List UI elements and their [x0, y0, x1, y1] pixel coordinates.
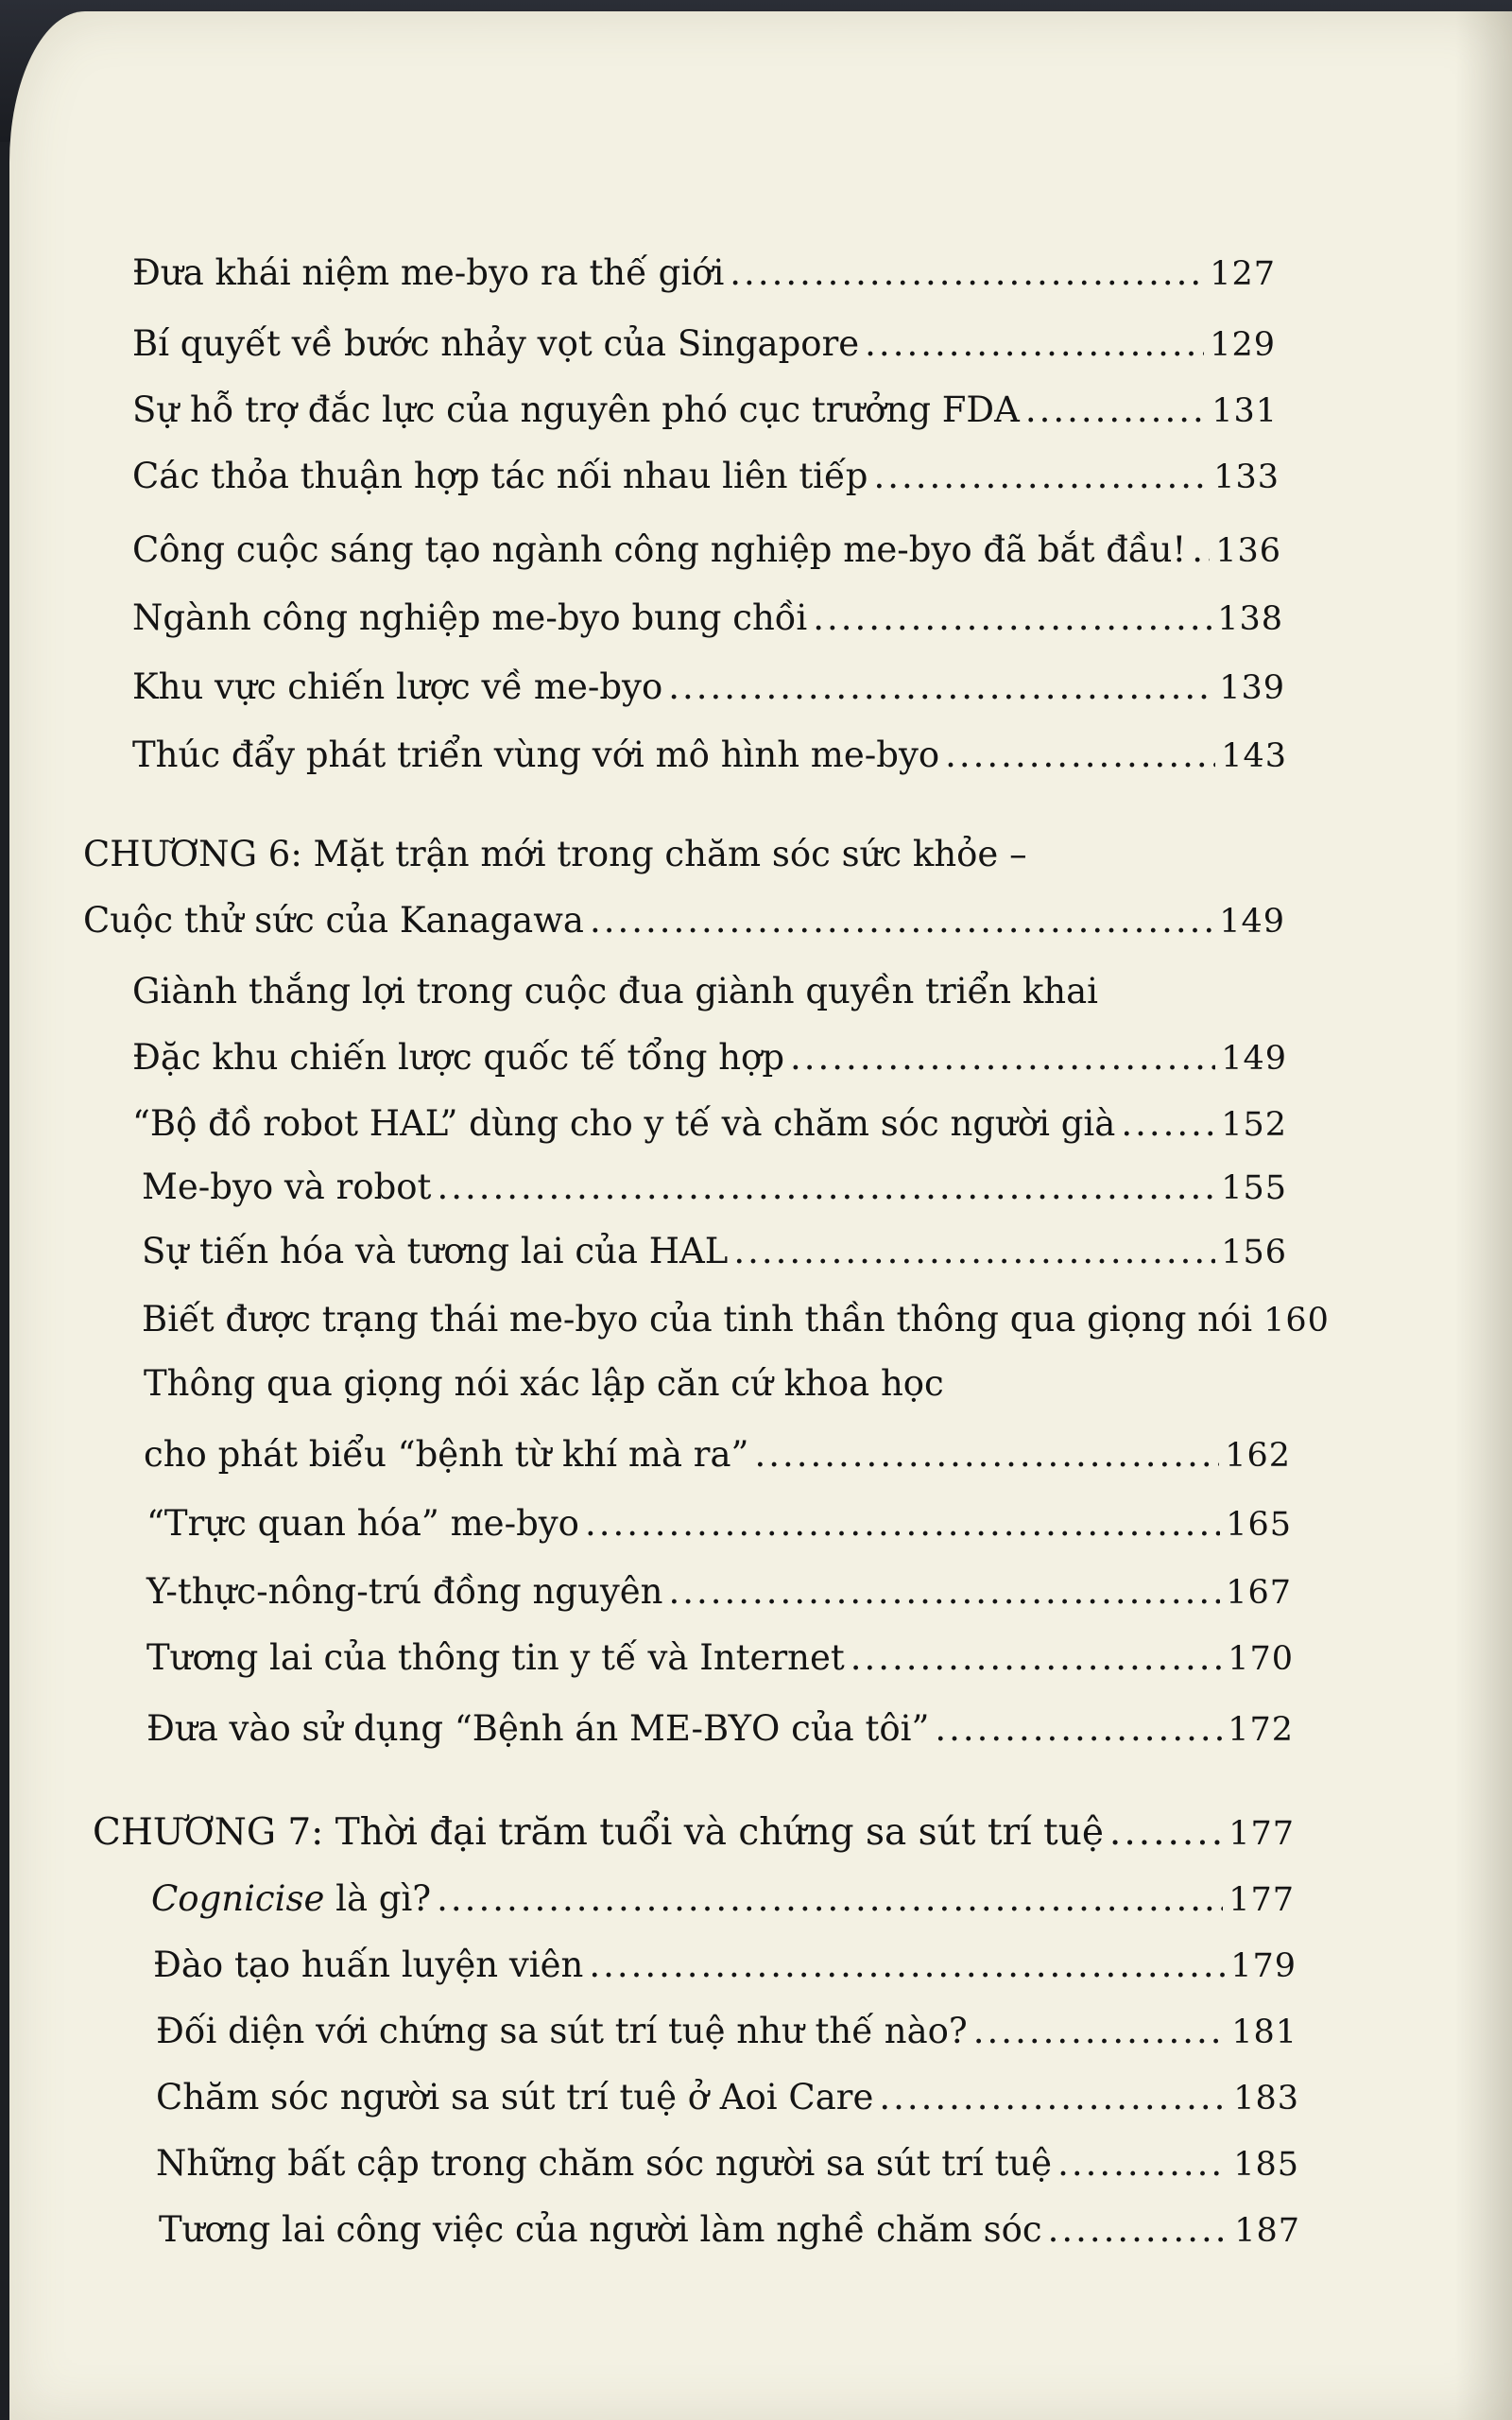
dot-leader	[813, 597, 1211, 639]
toc-entry-page: 172	[1228, 1711, 1294, 1749]
toc-entry-title: Tương lai công việc của người làm nghề chăm sóc	[159, 2209, 1042, 2250]
toc-entry-page: 179	[1230, 1947, 1297, 1985]
toc-entry	[83, 900, 1285, 942]
title-rest: là gì?	[324, 1878, 432, 1919]
toc-entry-title: Đối diện với chứng sa sút trí tuệ như thế nào?	[156, 2011, 968, 2051]
toc-entry-title: Tương lai của thông tin y tế và Internet	[146, 1637, 845, 1678]
dot-leader	[850, 1637, 1222, 1679]
toc-entry-page: 152	[1221, 1106, 1287, 1144]
toc-entry-title: Các thỏa thuận hợp tác nối nhau liên tiếp	[132, 456, 868, 496]
dot-leader	[1192, 529, 1210, 571]
toc-entry-title	[151, 1878, 431, 1920]
toc-entry-page: 183	[1233, 2080, 1299, 2118]
toc-entry	[132, 1103, 1287, 1146]
toc-entry-title: Sự hỗ trợ đắc lực của nguyên phó cục trưởng FDA	[132, 389, 1020, 430]
toc-entry-page: 156	[1221, 1234, 1287, 1271]
toc-entry-title: Thúc đẩy phát triển vùng với mô hình me-byo	[132, 735, 940, 775]
toc-entry-title: “Bộ đồ robot HAL” dùng cho y tế và chăm sóc người già	[132, 1103, 1116, 1144]
toc-entry	[142, 1299, 1330, 1341]
toc-entry	[156, 2077, 1299, 2119]
dot-leader	[945, 735, 1215, 776]
toc-entry-title: Y-thực-nông-trú đồng nguyên	[146, 1571, 663, 1612]
italic-term: Cognicise	[151, 1878, 325, 1919]
table-of-contents	[9, 11, 1512, 2420]
toc-entry-title: Đặc khu chiến lược quốc tế tổng hợp	[132, 1037, 785, 1078]
toc-entry	[132, 735, 1287, 777]
toc-entry-page: 127	[1210, 255, 1276, 293]
toc-entry	[132, 597, 1283, 640]
dot-leader	[437, 1167, 1215, 1208]
toc-entry-page: 155	[1221, 1169, 1287, 1207]
dot-leader	[1057, 2143, 1228, 2185]
toc-entry	[132, 529, 1281, 572]
dot-leader	[589, 1945, 1225, 1986]
toc-entry-title: Me-byo và robot	[142, 1167, 432, 1207]
dot-leader	[935, 1708, 1222, 1750]
toc-entry-page: 160	[1263, 1302, 1330, 1340]
dot-leader	[730, 252, 1204, 294]
toc-entry-page: 133	[1213, 458, 1280, 496]
dot-leader	[1025, 389, 1206, 431]
book-page	[9, 11, 1512, 2420]
chapter-7-heading	[93, 1812, 1295, 1855]
toc-entry	[146, 1708, 1294, 1751]
toc-entry-title: Chăm sóc người sa sút trí tuệ ở Aoi Care	[156, 2077, 874, 2118]
dot-leader	[437, 1878, 1223, 1920]
toc-entry-page: 143	[1221, 737, 1287, 775]
toc-entry-title: Những bất cập trong chăm sóc người sa sút trí tuệ	[156, 2143, 1053, 2184]
toc-entry	[142, 1167, 1287, 1209]
toc-entry	[144, 1434, 1291, 1477]
toc-entry	[132, 666, 1285, 709]
dot-leader	[754, 1434, 1219, 1476]
toc-entry	[146, 1503, 1292, 1546]
dot-leader	[590, 900, 1213, 942]
toc-entry	[146, 1637, 1294, 1680]
toc-entry-title: Công cuộc sáng tạo ngành công nghiệp me-byo đã bắt đầu!	[132, 529, 1187, 570]
dot-leader	[668, 666, 1213, 708]
toc-entry	[151, 1878, 1295, 1921]
toc-entry	[132, 456, 1280, 498]
toc-entry-page: 185	[1233, 2146, 1299, 2184]
chapter-6-heading: CHƯƠNG 6: Mặt trận mới trong chăm sóc sức khỏe –	[83, 834, 1027, 874]
toc-entry-page: 138	[1217, 600, 1283, 638]
toc-entry-title: Bí quyết về bước nhảy vọt của Singapore	[132, 323, 860, 364]
dot-leader	[1121, 1103, 1215, 1145]
toc-entry	[132, 323, 1276, 366]
toc-entry-title: Giành thắng lợi trong cuộc đua giành quyền triển khai	[132, 971, 1099, 1011]
toc-entry	[156, 2143, 1299, 2186]
toc-entry-page: 131	[1211, 392, 1278, 430]
toc-entry-page: 165	[1226, 1506, 1292, 1544]
toc-entry	[153, 1945, 1297, 1987]
toc-entry-page: 170	[1228, 1640, 1294, 1678]
toc-entry-page: 177	[1228, 1815, 1295, 1853]
toc-entry	[132, 389, 1278, 432]
toc-entry-title: “Trực quan hóa” me-byo	[146, 1503, 579, 1544]
dot-leader	[879, 2077, 1228, 2118]
toc-entry-title: Đưa khái niệm me-byo ra thế giới	[132, 252, 725, 293]
toc-entry-page: 149	[1221, 1040, 1287, 1078]
toc-entry-page: 129	[1210, 326, 1276, 364]
toc-entry-title: Khu vực chiến lược về me-byo	[132, 666, 663, 707]
toc-entry-title: Sự tiến hóa và tương lai của HAL	[142, 1231, 729, 1271]
toc-entry-page: 187	[1234, 2212, 1300, 2250]
toc-entry	[156, 2011, 1297, 2053]
toc-entry-title: Biết được trạng thái me-byo của tinh thần thông qua giọng nói	[142, 1299, 1253, 1340]
dot-leader	[973, 2011, 1226, 2052]
toc-entry	[132, 252, 1276, 295]
toc-entry-title: Đào tạo huấn luyện viên	[153, 1945, 584, 1985]
dot-leader	[1048, 2209, 1229, 2251]
toc-entry-page: 139	[1219, 669, 1285, 707]
dot-leader	[733, 1231, 1215, 1272]
dot-leader	[1109, 1812, 1223, 1854]
toc-entry-page: 177	[1228, 1881, 1295, 1919]
toc-entry-title: Cuộc thử sức của Kanagawa	[83, 900, 584, 941]
toc-entry-title: Ngành công nghiệp me-byo bung chồi	[132, 597, 808, 638]
toc-entry-page: 167	[1226, 1574, 1292, 1612]
toc-entry-page: 162	[1225, 1437, 1291, 1475]
toc-entry-title: cho phát biểu “bệnh từ khí mà ra”	[144, 1434, 749, 1475]
toc-entry-page: 149	[1219, 903, 1285, 941]
dot-leader	[790, 1037, 1215, 1079]
toc-entry-title: CHƯƠNG 7: Thời đại trăm tuổi và chứng sa sút trí tuệ	[93, 1811, 1104, 1854]
dot-leader	[865, 323, 1204, 365]
toc-entry-page: 136	[1215, 532, 1281, 570]
dot-leader	[585, 1503, 1220, 1545]
toc-entry	[142, 1231, 1287, 1273]
dot-leader	[668, 1571, 1220, 1613]
toc-entry-title: Thông qua giọng nói xác lập căn cứ khoa học	[144, 1363, 944, 1404]
dot-leader	[873, 456, 1208, 497]
toc-entry	[146, 1571, 1292, 1614]
toc-entry	[159, 2209, 1300, 2252]
toc-entry-page: 181	[1231, 2014, 1297, 2051]
toc-entry	[132, 1037, 1287, 1080]
toc-entry-title: Đưa vào sử dụng “Bệnh án ME-BYO của tôi”	[146, 1708, 930, 1749]
